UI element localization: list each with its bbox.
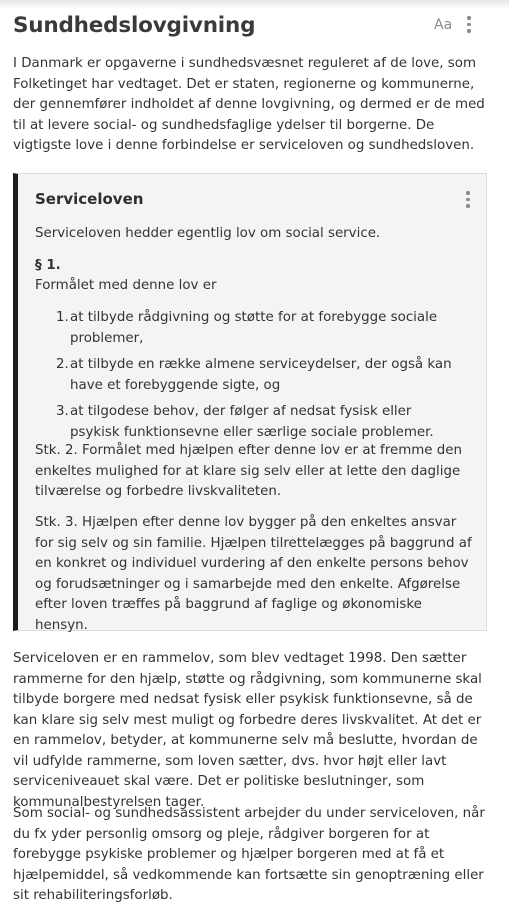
assistant-paragraph: Som social- og sundhedsassistent arbejder du under serviceloven, når du fx yder personlig omsorg og pleje, rådgiver borgeren for at forebygge psykiske problemer og hjælper borgeren med at få et hjælpemiddel, så vedkommende kan fortsætte sin genoptræning eller sit rehabiliteringsforløb. (13, 806, 485, 903)
box-title: Serviceloven (35, 190, 144, 208)
list-item (35, 355, 465, 396)
list-item-text: at tilgodese behov, der følger af nedsat fysisk eller psykisk funktionsevne eller særlige sociale problemer. (70, 404, 434, 440)
box-paragraph: Serviceloven hedder egentlig lov om social service. (35, 226, 381, 241)
stk3-paragraph: Stk. 3. Hjælpen efter denne lov bygger på den enkeltes ansvar for sig selv og sin familie. Hjælpen tilrettelægges på baggrund af en konkret og individuel vurdering af den enkelte persons behov og forudsætninger og i samarbejde med den enkelte. Afgørelse efter loven træffes på baggrund af faglige og økonomiske hensyn. (35, 515, 472, 633)
list-item-text: at tilbyde rådgivning og støtte for at forebygge sociale problemer, (70, 310, 438, 346)
list-item-number: 2. (56, 357, 69, 372)
list-item-text: at tilbyde en række almene serviceydelser, der også kan have et forebyggende sigte, og (70, 357, 452, 393)
top-shadow (0, 0, 509, 9)
section-heading: § 1. (35, 258, 61, 273)
box-kebab-vertical-icon[interactable] (466, 191, 470, 208)
page-header (0, 12, 509, 42)
kebab-vertical-icon[interactable] (467, 16, 471, 33)
purpose-list (35, 308, 465, 449)
section-lead: Formålet med denne lov er (35, 278, 217, 293)
list-item (35, 308, 465, 349)
rammelov-paragraph: Serviceloven er en rammelov, som blev vedtaget 1998. Den sætter rammerne for den hjælp, støtte og rådgivning, som kommunerne skal tilbyde borgere med nedsat fysisk eller psykisk funktionsevne, så de kan klare sig selv mest muligt og forbedre deres livskvalitet. At det er en rammelov, betyder, at kommunerne selv må beslutte, hvordan de vil udfylde rammerne, som loven sætter, dvs. hvor højt eller lavt serviceniveauet skal være. Det er politiske beslutninger, som kommunalbestyrelsen tager. (13, 651, 482, 810)
list-item-number: 3. (56, 404, 69, 419)
list-item (35, 402, 465, 443)
list-item-number: 1. (56, 310, 69, 325)
page-title: Sundhedslovgivning (13, 13, 256, 38)
font-size-button[interactable]: Aa (434, 17, 453, 33)
stk2-paragraph: Stk. 2. Formålet med hjælpen efter denne lov er at fremme den enkeltes mulighed for at klare sig selv eller at lette den daglige tilværelse og forbedre livskvaliteten. (35, 443, 463, 499)
intro-paragraph: I Danmark er opgaverne i sundhedsvæsnet reguleret af de love, som Folketinget har vedtaget. Det er staten, regionerne og kommunerne, der gennemfører indholdet af denne lovgivning, og dermed er de med til at levere social- og sundhedsfaglige ydelser til borgerne. De vigtigste love i denne forbindelse er serviceloven og sundhedsloven. (13, 56, 485, 153)
